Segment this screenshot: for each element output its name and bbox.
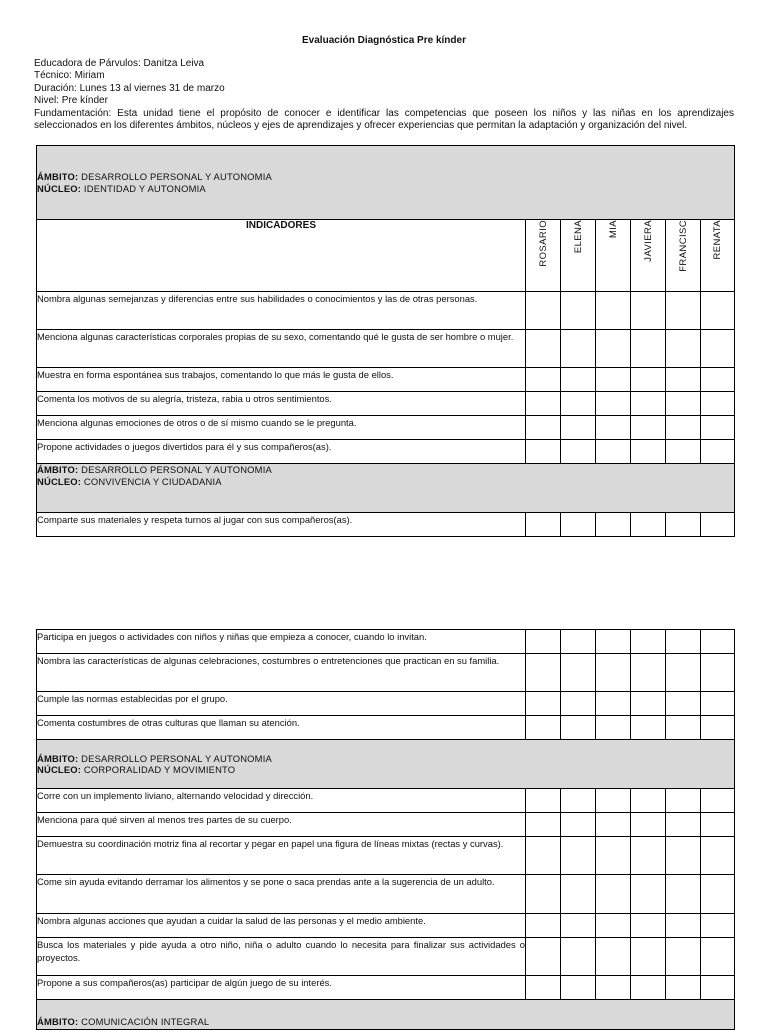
student-name: ROSARIO — [537, 220, 549, 267]
ambito-label: ÁMBITO: — [37, 464, 79, 475]
evaluation-cell[interactable] — [526, 837, 561, 875]
indicator-row — [37, 914, 735, 938]
ambito-label: ÁMBITO: — [37, 1015, 79, 1027]
evaluation-cell[interactable] — [561, 837, 596, 875]
student-name: FRANCISC — [677, 220, 689, 272]
evaluation-cell[interactable] — [666, 368, 701, 392]
evaluation-cell[interactable] — [526, 330, 561, 368]
evaluation-cell[interactable] — [631, 368, 666, 392]
evaluation-cell[interactable] — [526, 875, 561, 914]
indicator-text: Nombra las características de algunas celebraciones, costumbres o entretenciones que practican en su familia. — [37, 654, 526, 692]
evaluation-cell[interactable] — [561, 716, 596, 740]
nucleo-label: NÚCLEO: — [37, 475, 82, 487]
indicator-row — [37, 813, 735, 837]
indicator-text: Propone a sus compañeros(as) participar de algún juego de su interés. — [37, 976, 526, 1000]
evaluation-cell[interactable] — [561, 368, 596, 392]
indicator-row — [37, 416, 735, 440]
evaluation-cell[interactable] — [666, 976, 701, 1000]
evaluation-cell[interactable] — [631, 440, 666, 464]
evaluation-cell[interactable] — [561, 416, 596, 440]
evaluation-cell[interactable] — [596, 813, 631, 837]
ambito-row — [37, 464, 735, 513]
evaluation-cell[interactable] — [631, 630, 666, 654]
evaluation-cell[interactable] — [631, 392, 666, 416]
indicator-text: Menciona para qué sirven al menos tres partes de su cuerpo. — [37, 813, 526, 837]
evaluation-cell[interactable] — [701, 392, 735, 416]
indicator-row — [37, 440, 735, 464]
evaluation-cell[interactable] — [526, 440, 561, 464]
student-header — [526, 220, 561, 292]
evaluation-cell[interactable] — [701, 330, 735, 368]
evaluation-cell[interactable] — [666, 692, 701, 716]
indicator-row — [37, 292, 735, 330]
evaluation-cell[interactable] — [631, 938, 666, 976]
evaluation-cell[interactable] — [596, 875, 631, 914]
evaluation-cell[interactable] — [526, 513, 561, 537]
indicator-row — [37, 654, 735, 692]
indicator-row — [37, 392, 735, 416]
evaluation-cell[interactable] — [561, 654, 596, 692]
student-header — [561, 220, 596, 292]
evaluation-cell[interactable] — [631, 513, 666, 537]
indicator-text: Nombra algunas semejanzas y diferencias entre sus habilidades o conocimientos y las de otras personas. — [37, 292, 526, 330]
evaluation-cell[interactable] — [701, 513, 735, 537]
indicator-row — [37, 789, 735, 813]
ambito-row — [37, 740, 735, 789]
evaluation-cell[interactable] — [631, 914, 666, 938]
ambito-cell — [37, 146, 735, 220]
evaluation-cell[interactable] — [561, 875, 596, 914]
evaluation-cell[interactable] — [526, 630, 561, 654]
indicator-text: Comenta costumbres de otras culturas que llaman su atención. — [37, 716, 526, 740]
indicator-text: Menciona algunas características corporales propias de su sexo, comentando qué le gusta de ser hombre o mujer. — [37, 330, 526, 368]
evaluation-cell[interactable] — [561, 330, 596, 368]
indicator-text: Comparte sus materiales y respeta turnos al jugar con sus compañeros(as). — [37, 513, 526, 537]
evaluation-cell[interactable] — [666, 440, 701, 464]
ambito-label: ÁMBITO: — [37, 752, 79, 764]
nucleo-value: CORPORALIDAD Y MOVIMIENTO — [83, 764, 236, 775]
evaluation-cell[interactable] — [666, 513, 701, 537]
ambito-value: DESARROLLO PERSONAL Y AUTONOMIA — [81, 464, 272, 475]
evaluation-cell[interactable] — [631, 292, 666, 330]
evaluation-cell[interactable] — [526, 292, 561, 330]
evaluation-cell[interactable] — [666, 292, 701, 330]
evaluation-cell[interactable] — [561, 813, 596, 837]
indicator-text: Cumple las normas establecidas por el grupo. — [37, 692, 526, 716]
ambito-value: COMUNICACIÓN INTEGRAL — [81, 1015, 210, 1027]
evaluation-cell[interactable] — [596, 837, 631, 875]
indicator-row — [37, 330, 735, 368]
document-meta — [34, 58, 734, 132]
evaluation-cell[interactable] — [526, 416, 561, 440]
evaluation-cell[interactable] — [596, 938, 631, 976]
evaluation-cell[interactable] — [596, 692, 631, 716]
duracion-line: Duración: Lunes 13 al viernes 31 de marzo — [34, 82, 225, 94]
evaluation-cell[interactable] — [561, 914, 596, 938]
indicator-text: Propone actividades o juegos divertidos para él y sus compañeros(as). — [37, 440, 526, 464]
nucleo-value: CONVIVENCIA Y CIUDADANIA — [83, 475, 222, 487]
evaluation-cell[interactable] — [526, 654, 561, 692]
evaluation-cell[interactable] — [596, 914, 631, 938]
evaluation-cell[interactable] — [596, 440, 631, 464]
student-name: ELENA — [572, 220, 584, 254]
evaluation-cell[interactable] — [666, 938, 701, 976]
evaluation-cell[interactable] — [631, 976, 666, 1000]
indicator-text: Comenta los motivos de su alegría, tristeza, rabia u otros sentimientos. — [37, 392, 526, 416]
indicator-row — [37, 875, 735, 914]
evaluation-cell[interactable] — [666, 837, 701, 875]
ambito-label: ÁMBITO: — [37, 171, 79, 182]
evaluation-cell[interactable] — [666, 630, 701, 654]
evaluation-cell[interactable] — [666, 813, 701, 837]
evaluation-cell[interactable] — [666, 914, 701, 938]
nivel-line: Nivel: Pre kínder — [34, 95, 108, 107]
evaluation-cell[interactable] — [631, 416, 666, 440]
evaluation-table-2 — [36, 629, 735, 1030]
evaluation-cell[interactable] — [701, 416, 735, 440]
evaluation-cell[interactable] — [561, 630, 596, 654]
evaluation-cell[interactable] — [701, 976, 735, 1000]
indicator-text: Demuestra su coordinación motriz fina al recortar y pegar en papel una figura de líneas mixtas (rectas y curvas). — [37, 837, 526, 875]
evaluation-cell[interactable] — [596, 292, 631, 330]
evaluation-cell[interactable] — [631, 813, 666, 837]
evaluation-cell[interactable] — [596, 789, 631, 813]
evaluation-cell[interactable] — [701, 789, 735, 813]
student-name: RENATA — [712, 220, 724, 260]
evaluation-cell[interactable] — [561, 938, 596, 976]
evaluation-cell[interactable] — [701, 368, 735, 392]
indicator-text: Participa en juegos o actividades con niños y niñas que empieza a conocer, cuando lo invitan. — [37, 630, 526, 654]
ambito-row — [37, 146, 735, 220]
evaluation-cell[interactable] — [526, 716, 561, 740]
ambito-cell — [37, 1000, 735, 1030]
evaluation-cell[interactable] — [631, 789, 666, 813]
ambito-value: DESARROLLO PERSONAL Y AUTONOMIA — [81, 171, 272, 182]
indicator-row — [37, 716, 735, 740]
student-header — [701, 220, 735, 292]
evaluation-cell[interactable] — [596, 416, 631, 440]
evaluation-cell[interactable] — [701, 654, 735, 692]
evaluation-cell[interactable] — [701, 440, 735, 464]
indicator-row — [37, 630, 735, 654]
indicadores-header: INDICADORES — [37, 220, 526, 292]
evaluation-cell[interactable] — [526, 789, 561, 813]
indicator-row — [37, 837, 735, 875]
evaluation-cell[interactable] — [526, 938, 561, 976]
evaluation-cell[interactable] — [526, 392, 561, 416]
evaluation-cell[interactable] — [561, 976, 596, 1000]
indicator-row — [37, 938, 735, 976]
evaluation-cell[interactable] — [596, 513, 631, 537]
nucleo-label: NÚCLEO: — [37, 182, 82, 194]
indicator-text: Menciona algunas emociones de otros o de sí mismo cuando se le pregunta. — [37, 416, 526, 440]
evaluation-cell[interactable] — [596, 368, 631, 392]
evaluation-cell[interactable] — [701, 914, 735, 938]
indicator-text: Corre con un implemento liviano, alternando velocidad y dirección. — [37, 789, 526, 813]
evaluation-cell[interactable] — [596, 654, 631, 692]
evaluation-cell[interactable] — [596, 392, 631, 416]
student-header — [631, 220, 666, 292]
evaluation-cell[interactable] — [666, 875, 701, 914]
evaluation-cell[interactable] — [526, 813, 561, 837]
evaluation-cell[interactable] — [596, 330, 631, 368]
evaluation-cell[interactable] — [561, 692, 596, 716]
nucleo-value: IDENTIDAD Y AUTONOMIA — [83, 182, 206, 194]
evaluation-table-1 — [36, 145, 735, 537]
evaluation-cell[interactable] — [701, 938, 735, 976]
evaluation-cell[interactable] — [526, 914, 561, 938]
indicator-row — [37, 976, 735, 1000]
evaluation-cell[interactable] — [701, 692, 735, 716]
evaluation-cell[interactable] — [596, 630, 631, 654]
indicator-text: Busca los materiales y pide ayuda a otro niño, niña o adulto cuando lo necesita para finalizar sus actividades o proyectos. — [37, 938, 526, 976]
evaluation-cell[interactable] — [561, 789, 596, 813]
evaluation-cell[interactable] — [561, 392, 596, 416]
indicator-row — [37, 692, 735, 716]
evaluation-cell[interactable] — [701, 837, 735, 875]
ambito-cell — [37, 464, 735, 513]
evaluation-cell[interactable] — [526, 692, 561, 716]
ambito-value: DESARROLLO PERSONAL Y AUTONOMIA — [81, 752, 272, 764]
evaluation-cell[interactable] — [596, 976, 631, 1000]
evaluation-cell[interactable] — [526, 976, 561, 1000]
evaluation-cell[interactable] — [631, 330, 666, 368]
evaluation-cell[interactable] — [666, 392, 701, 416]
evaluation-cell[interactable] — [701, 813, 735, 837]
document-title: Evaluación Diagnóstica Pre kínder — [302, 35, 466, 46]
evaluation-cell[interactable] — [666, 716, 701, 740]
indicator-text: Muestra en forma espontánea sus trabajos, comentando lo que más le gusta de ellos. — [37, 368, 526, 392]
student-header — [596, 220, 631, 292]
indicator-row — [37, 513, 735, 537]
nucleo-label: NÚCLEO: — [37, 764, 82, 775]
evaluation-cell[interactable] — [701, 630, 735, 654]
student-header — [666, 220, 701, 292]
ambito-cell — [37, 740, 735, 789]
evaluation-cell[interactable] — [666, 416, 701, 440]
evaluation-cell[interactable] — [631, 875, 666, 914]
evaluation-cell[interactable] — [631, 837, 666, 875]
header-row — [37, 220, 735, 292]
evaluation-cell[interactable] — [561, 440, 596, 464]
evaluation-cell[interactable] — [631, 654, 666, 692]
evaluation-cell[interactable] — [526, 368, 561, 392]
evaluation-cell[interactable] — [666, 330, 701, 368]
ambito-row — [37, 1000, 735, 1030]
indicator-row — [37, 368, 735, 392]
student-name: JAVIERA — [642, 220, 654, 262]
student-name: MIA — [607, 220, 619, 239]
indicator-text: Come sin ayuda evitando derramar los alimentos y se pone o saca prendas ante a la sugerencia de un adulto. — [37, 875, 526, 914]
evaluation-cell[interactable] — [701, 292, 735, 330]
tecnico-line: Técnico: Miriam — [34, 70, 105, 82]
evaluation-cell[interactable] — [701, 875, 735, 914]
evaluation-cell[interactable] — [631, 692, 666, 716]
evaluation-cell[interactable] — [631, 716, 666, 740]
evaluation-cell[interactable] — [666, 654, 701, 692]
indicator-text: Nombra algunas acciones que ayudan a cuidar la salud de las personas y el medio ambiente. — [37, 914, 526, 938]
evaluation-cell[interactable] — [561, 513, 596, 537]
evaluation-cell[interactable] — [561, 292, 596, 330]
evaluation-cell[interactable] — [596, 716, 631, 740]
evaluation-cell[interactable] — [666, 789, 701, 813]
evaluation-cell[interactable] — [701, 716, 735, 740]
fundamentacion-paragraph: Fundamentación: Esta unidad tiene el propósito de conocer e identificar las competencias que poseen los niños y las niñas en los aprendizajes seleccionados en los diferentes ámbitos, núcleos y ejes de aprendizajes y ofrecer experiencias que permitan la adaptación y organización del nivel. — [34, 107, 734, 132]
educadora-line: Educadora de Párvulos: Danitza Leiva — [34, 58, 205, 69]
